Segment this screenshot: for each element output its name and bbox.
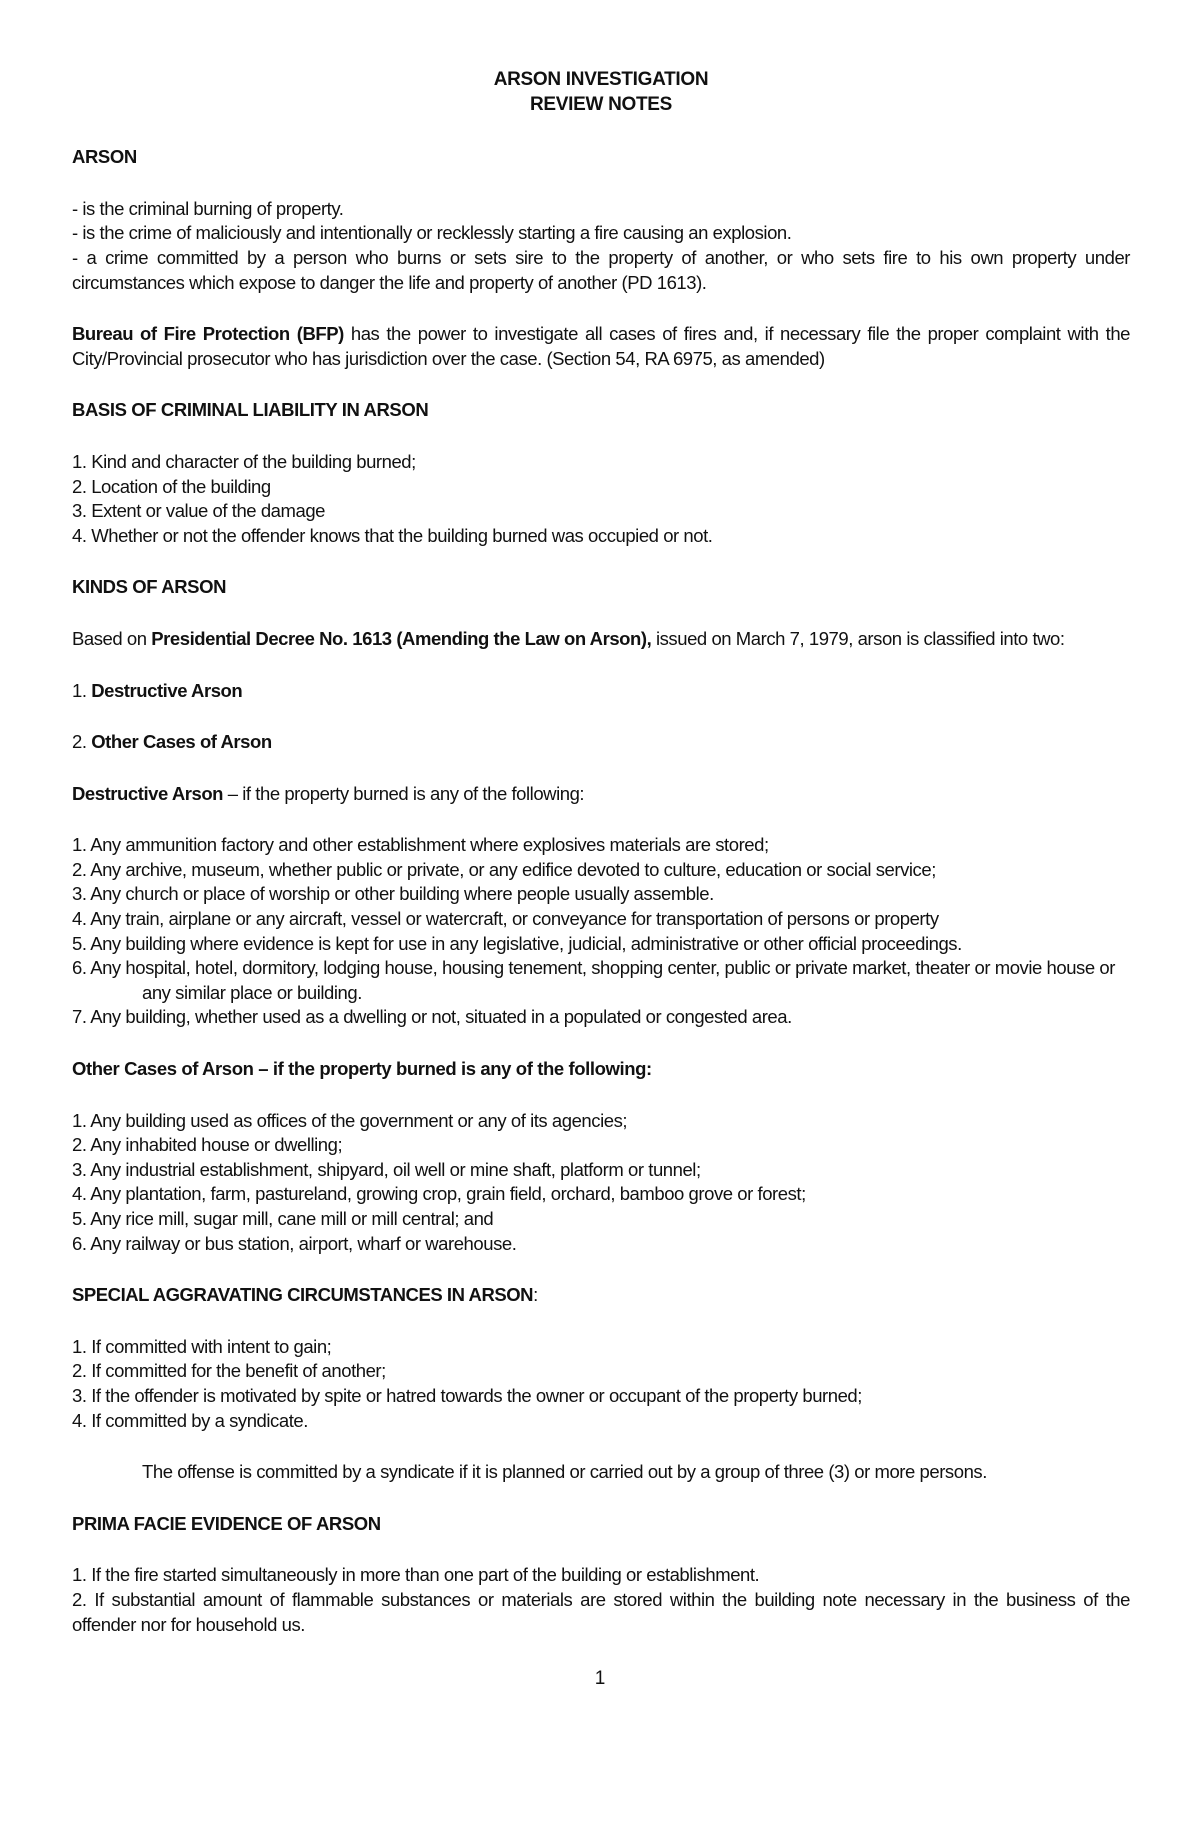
- other-item-1: 1. Any building used as offices of the government or any of its agencies;: [72, 1109, 628, 1131]
- other-item-6: 6. Any railway or bus station, airport, wharf or warehouse.: [72, 1232, 517, 1254]
- heading-arson: ARSON: [72, 146, 137, 168]
- other-item-4: 4. Any plantation, farm, pastureland, growing crop, grain field, orchard, bamboo grove or forest;: [72, 1183, 806, 1205]
- doc-title-line2: REVIEW NOTES: [529, 93, 673, 115]
- heading-other-cases: Other Cases of Arson – if the property burned is any of the following:: [72, 1058, 652, 1080]
- heading-basis: BASIS OF CRIMINAL LIABILITY IN ARSON: [72, 399, 429, 421]
- bfp-bold: Bureau of Fire Protection (BFP): [72, 323, 344, 345]
- destructive-bold: Destructive Arson: [72, 782, 224, 804]
- kind-2-label: Other Cases of Arson: [91, 731, 272, 753]
- destructive-item-7: 7. Any building, whether used as a dwelling or not, situated in a populated or congested area.: [72, 1006, 792, 1028]
- kind-2-number: 2.: [72, 731, 92, 753]
- prima-item-2: 2. If substantial amount of flammable substances or materials are stored within the building note necessary in the business of the offender nor for household us.: [72, 1588, 1130, 1635]
- arson-def-3: - a crime committed by a person who burns or sets sire to the property of another, or who sets fire to his own property under circumstances which expose to danger the life and property of another (PD 1613).: [72, 246, 1130, 293]
- bfp-paragraph: [72, 322, 1130, 371]
- heading-prima-facie: PRIMA FACIE EVIDENCE OF ARSON: [72, 1512, 381, 1534]
- basis-item-1: 1. Kind and character of the building burned;: [72, 450, 416, 472]
- document-body: [72, 68, 1130, 1637]
- special-item-1: 1. If committed with intent to gain;: [72, 1335, 332, 1357]
- destructive-item-4: 4. Any train, airplane or any aircraft, vessel or watercraft, or conveyance for transportation of persons or property: [72, 908, 939, 930]
- kind-1: [72, 679, 1130, 704]
- kind-1-label: Destructive Arson: [91, 679, 243, 701]
- kinds-intro: [72, 627, 1130, 652]
- syndicate-note: The offense is committed by a syndicate if it is planned or carried out by a group of three (3) or more persons.: [142, 1461, 987, 1483]
- destructive-text: – if the property burned is any of the following:: [223, 782, 585, 804]
- special-item-4: 4. If committed by a syndicate.: [72, 1409, 308, 1431]
- kind-1-number: 1.: [72, 679, 92, 701]
- arson-def-2: - is the crime of maliciously and intentionally or recklessly starting a fire causing an explosion.: [72, 222, 792, 244]
- prima-item-1: 1. If the fire started simultaneously in more than one part of the building or establishment.: [72, 1564, 760, 1586]
- other-item-3: 3. Any industrial establishment, shipyard, oil well or mine shaft, platform or tunnel;: [72, 1158, 701, 1180]
- basis-item-3: 3. Extent or value of the damage: [72, 500, 325, 522]
- heading-special: [72, 1283, 1130, 1308]
- special-item-2: 2. If committed for the benefit of another;: [72, 1360, 386, 1382]
- kinds-intro-pre: Based on: [72, 627, 152, 649]
- destructive-item-6: 6. Any hospital, hotel, dormitory, lodging house, housing tenement, shopping center, public or private market, theater or movie house or any similar place or building.: [72, 957, 1115, 1003]
- kinds-intro-bold: Presidential Decree No. 1613 (Amending the Law on Arson),: [151, 627, 652, 649]
- other-item-2: 2. Any inhabited house or dwelling;: [72, 1134, 343, 1156]
- destructive-heading: [72, 782, 1130, 807]
- special-heading-colon: :: [533, 1284, 538, 1306]
- arson-def-1: - is the criminal burning of property.: [72, 197, 344, 219]
- kind-2: [72, 730, 1130, 755]
- heading-kinds: KINDS OF ARSON: [72, 576, 227, 598]
- destructive-item-3: 3. Any church or place of worship or other building where people usually assemble.: [72, 883, 714, 905]
- basis-item-2: 2. Location of the building: [72, 475, 271, 497]
- destructive-item-1: 1. Any ammunition factory and other establishment where explosives materials are stored;: [72, 834, 769, 856]
- destructive-item-2: 2. Any archive, museum, whether public or private, or any edifice devoted to culture, education or social service;: [72, 858, 936, 880]
- bfp-text: has the power to investigate all cases of fires and, if necessary file the proper complaint with the City/Provincial prosecutor who has jurisdiction over the case. (Section 54, RA 6975, as amended): [72, 323, 1130, 369]
- special-heading-bold: SPECIAL AGGRAVATING CIRCUMSTANCES IN ARSON: [72, 1284, 534, 1306]
- doc-title-line1: ARSON INVESTIGATION: [493, 69, 709, 90]
- special-item-3: 3. If the offender is motivated by spite or hatred towards the owner or occupant of the property burned;: [72, 1384, 862, 1406]
- other-item-5: 5. Any rice mill, sugar mill, cane mill or mill central; and: [72, 1208, 494, 1229]
- basis-item-4: 4. Whether or not the offender knows that the building burned was occupied or not.: [72, 524, 713, 546]
- page-number: 1: [594, 1668, 606, 1689]
- kinds-intro-post: issued on March 7, 1979, arson is classified into two:: [651, 627, 1065, 649]
- destructive-item-5: 5. Any building where evidence is kept for use in any legislative, judicial, administrative or other official proceedings.: [72, 932, 962, 954]
